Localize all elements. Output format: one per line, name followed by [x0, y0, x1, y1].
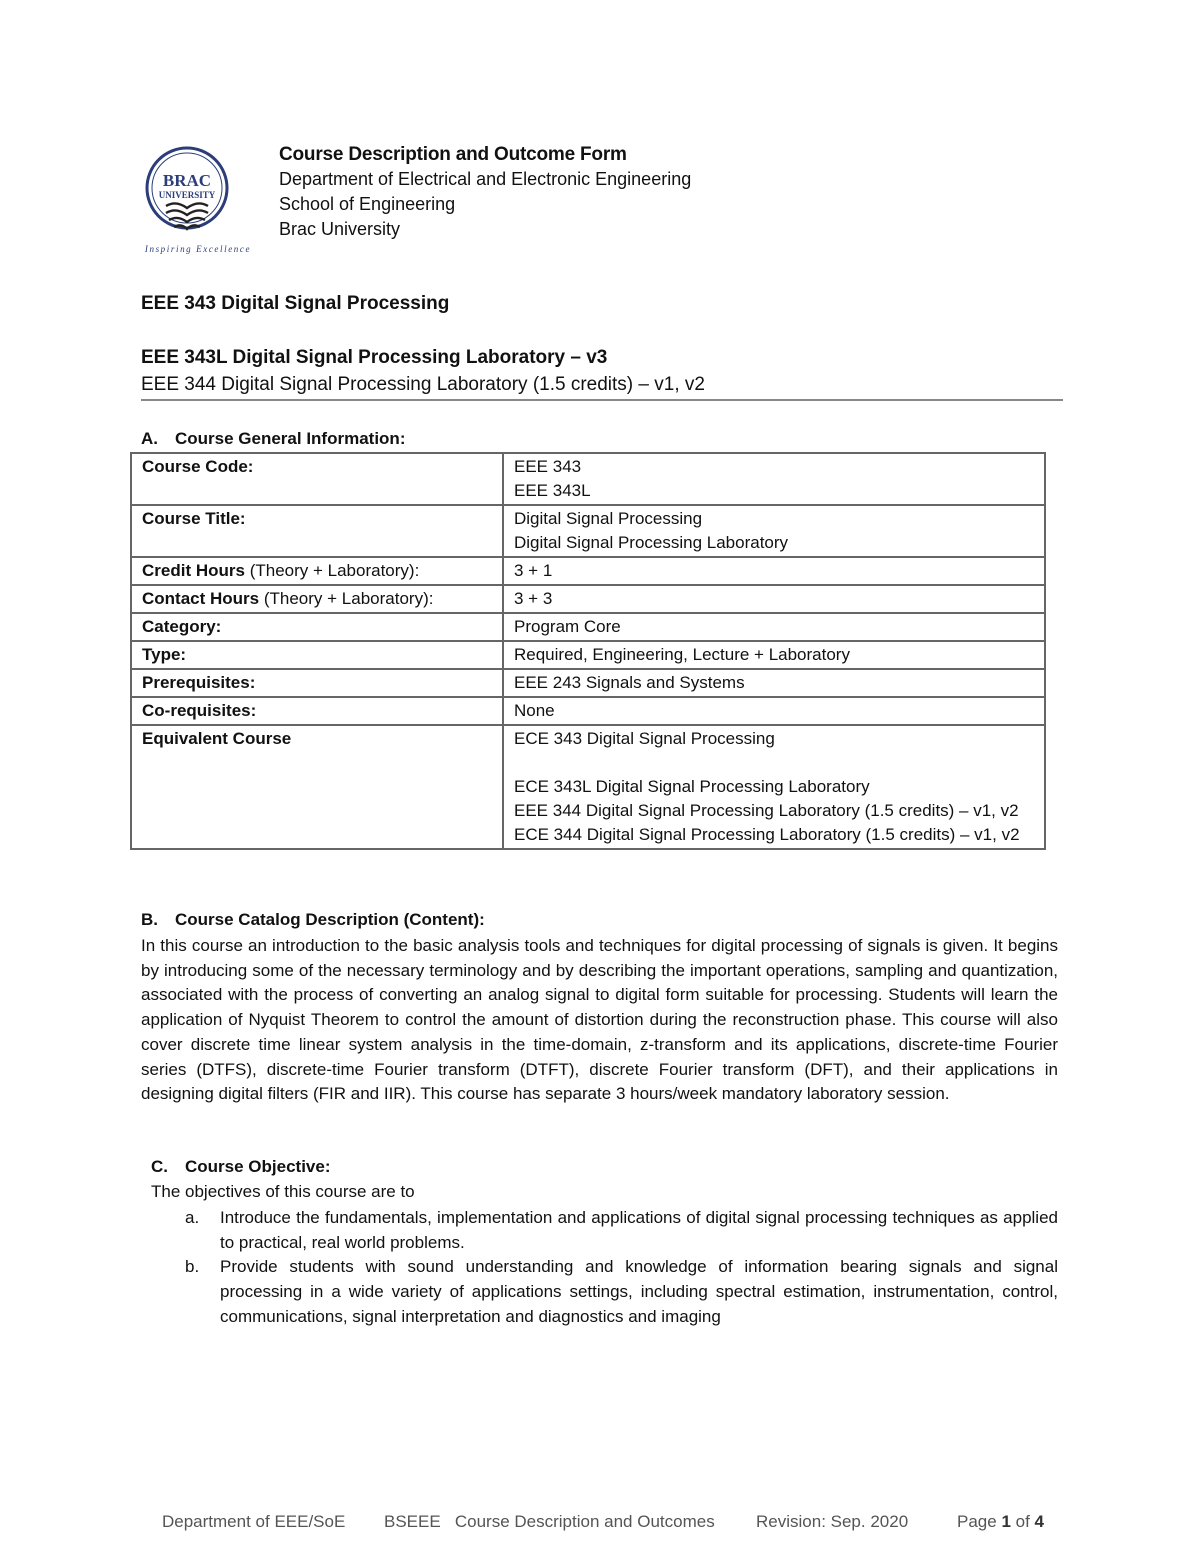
objective-intro: The objectives of this course are to — [151, 1182, 415, 1201]
university-name: Brac University — [279, 219, 401, 239]
table-key-cell — [131, 669, 503, 697]
section-letter: B. — [141, 910, 158, 929]
table-value-cell — [503, 669, 1045, 697]
row-label: Course Code: — [142, 457, 254, 476]
section-title: Course Catalog Description (Content): — [175, 910, 485, 929]
table-key-cell — [131, 453, 503, 505]
row-value: 3 + 1 — [514, 561, 553, 580]
course-info-table — [130, 452, 1046, 850]
brac-university-logo — [136, 144, 260, 256]
catalog-description: In this course an introduction to the basic analysis tools and techniques for digital processing of signals is given. It begins by introducing some of the necessary terminology and by describing the important operations, sampling and quantization, associated with the process of converting an analog signal to digital form suitable for processing. Students will learn the application of Nyquist Theorem to control the amount of distortion during the reconstruction phase. This course will also cover discrete time linear system analysis in the time-domain, z-transform and its applications, discrete-time Fourier series (DTFS), discrete-time Fourier transform (DTFT), discrete Fourier transform (DFT), and their applications in designing digital filters (FIR and IIR). This course has separate 3 hours/week mandatory laboratory session. — [141, 936, 1058, 1104]
page-mid: of — [1010, 1512, 1035, 1531]
table-value-cell — [503, 505, 1045, 557]
table-value-cell — [503, 557, 1045, 585]
row-label: Co-requisites: — [142, 701, 257, 720]
table-key-cell — [131, 505, 503, 557]
footer-department: Department of EEE/SoE — [162, 1512, 346, 1531]
row-value: EEE 243 Signals and Systems — [514, 673, 745, 692]
footer-page-number — [957, 1512, 1044, 1532]
table-key-cell — [131, 613, 503, 641]
section-b-heading — [141, 910, 485, 930]
row-label: Course Title: — [142, 509, 246, 528]
section-a-heading — [141, 429, 405, 449]
row-value: Program Core — [514, 617, 621, 636]
row-value: ECE 343L Digital Signal Processing Laboratory — [514, 777, 870, 796]
table-key-cell — [131, 585, 503, 613]
current-page: 1 — [1001, 1512, 1011, 1531]
footer-revision: Revision: Sep. 2020 — [756, 1512, 909, 1531]
table-row — [131, 505, 1045, 557]
table-row — [131, 669, 1045, 697]
table-row — [131, 697, 1045, 725]
objective-text: Provide students with sound understanding and knowledge of information bearing signals and signal processing in a wide variety of applications settings, including spectral estimation, instrumentation, control, communications, signal interpretation and diagnostics and imaging — [220, 1257, 1058, 1326]
table-row — [131, 453, 1045, 505]
document-header — [279, 142, 691, 242]
row-value: ECE 344 Digital Signal Processing Laboratory (1.5 credits) – v1, v2 — [514, 825, 1020, 844]
logo-sub-text: UNIVERSITY — [158, 190, 216, 200]
table-row — [131, 613, 1045, 641]
row-value: None — [514, 701, 555, 720]
list-marker: b. — [185, 1257, 200, 1277]
page-prefix: Page — [957, 1512, 1002, 1531]
objective-list — [151, 1206, 1058, 1330]
row-label: Category: — [142, 617, 222, 636]
list-item — [151, 1255, 1058, 1329]
list-item — [151, 1206, 1058, 1255]
table-row — [131, 641, 1045, 669]
section-c-heading — [151, 1157, 331, 1177]
row-value: Required, Engineering, Lecture + Laboratory — [514, 645, 850, 664]
row-value: Digital Signal Processing Laboratory — [514, 533, 789, 552]
list-marker: a. — [185, 1208, 200, 1227]
section-title: Course Objective: — [185, 1157, 331, 1176]
row-label: Credit Hours — [142, 561, 245, 580]
table-value-cell — [503, 613, 1045, 641]
section-letter: A. — [141, 429, 158, 448]
table-value-cell — [503, 453, 1045, 505]
table-value-cell — [503, 725, 1045, 849]
table-key-cell — [131, 641, 503, 669]
footer-program: BSEEE Course Description and Outcomes — [384, 1512, 715, 1531]
section-title: Course General Information: — [175, 429, 406, 448]
row-value: EEE 344 Digital Signal Processing Laboratory (1.5 credits) – v1, v2 — [514, 801, 1019, 820]
course-title-lab: EEE 343L Digital Signal Processing Laboratory – v3 — [141, 347, 608, 368]
table-value-cell — [503, 585, 1045, 613]
total-pages: 4 — [1034, 1512, 1044, 1531]
row-label: Prerequisites: — [142, 673, 256, 692]
table-key-cell — [131, 725, 503, 849]
school-name: School of Engineering — [279, 194, 456, 214]
row-label: Type: — [142, 645, 187, 664]
row-value: Digital Signal Processing — [514, 509, 703, 528]
row-value — [514, 751, 1034, 775]
title-divider — [141, 399, 1063, 401]
objective-text: Introduce the fundamentals, implementation and applications of digital signal processing techniques as applied to practical, real world problems. — [220, 1208, 1058, 1252]
department-name: Department of Electrical and Electronic Engineering — [279, 169, 692, 189]
course-title-main: EEE 343 Digital Signal Processing — [141, 293, 450, 314]
row-value: 3 + 3 — [514, 589, 553, 608]
table-key-cell — [131, 557, 503, 585]
section-letter: C. — [151, 1157, 168, 1176]
row-label-note: (Theory + Laboratory): — [259, 589, 434, 608]
table-value-cell — [503, 697, 1045, 725]
table-row — [131, 557, 1045, 585]
table-row — [131, 725, 1045, 849]
row-value: EEE 343L — [514, 481, 591, 500]
row-label: Equivalent Course — [142, 729, 292, 748]
row-value: ECE 343 Digital Signal Processing — [514, 729, 775, 748]
row-value: EEE 343 — [514, 457, 582, 476]
table-value-cell — [503, 641, 1045, 669]
row-label-note: (Theory + Laboratory): — [244, 561, 420, 580]
row-label: Contact Hours — [142, 589, 260, 608]
form-title: Course Description and Outcome Form — [279, 144, 627, 165]
table-row — [131, 585, 1045, 613]
logo-tagline: Inspiring Excellence — [144, 244, 252, 254]
course-title-lab-old: EEE 344 Digital Signal Processing Laboratory (1.5 credits) – v1, v2 — [141, 374, 705, 395]
logo-top-text: BRAC — [162, 171, 212, 190]
table-key-cell — [131, 697, 503, 725]
